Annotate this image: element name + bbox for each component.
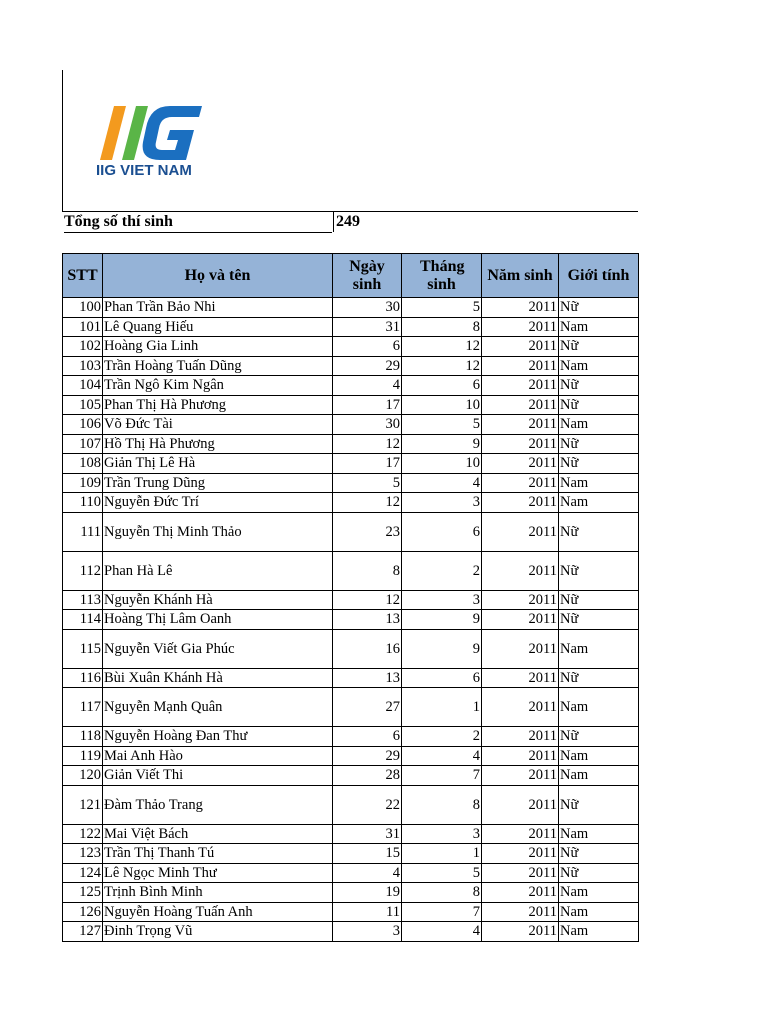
cell-year: 2011 [482, 785, 559, 824]
table-row [63, 493, 639, 513]
cell-stt: 107 [63, 434, 103, 454]
cell-month: 2 [402, 551, 482, 590]
cell-gender: Nữ [559, 610, 639, 630]
cell-month: 4 [402, 473, 482, 493]
cell-stt: 106 [63, 415, 103, 435]
cell-day: 29 [333, 356, 402, 376]
cell-day: 4 [333, 863, 402, 883]
cell-stt: 105 [63, 395, 103, 415]
cell-day: 22 [333, 785, 402, 824]
cell-gender: Nữ [559, 376, 639, 396]
cell-month: 5 [402, 863, 482, 883]
cell-year: 2011 [482, 824, 559, 844]
table-row [63, 688, 639, 727]
cell-year: 2011 [482, 434, 559, 454]
cell-day: 27 [333, 688, 402, 727]
cell-day: 31 [333, 317, 402, 337]
cell-year: 2011 [482, 473, 559, 493]
cell-year: 2011 [482, 454, 559, 474]
cell-stt: 104 [63, 376, 103, 396]
cell-month: 6 [402, 668, 482, 688]
cell-name: Nguyễn Hoàng Tuấn Anh [103, 902, 333, 922]
cell-name: Hồ Thị Hà Phương [103, 434, 333, 454]
cell-year: 2011 [482, 610, 559, 630]
cell-month: 2 [402, 727, 482, 747]
cell-day: 19 [333, 883, 402, 903]
table-row [63, 902, 639, 922]
cell-day: 17 [333, 454, 402, 474]
cell-year: 2011 [482, 590, 559, 610]
cell-gender: Nam [559, 824, 639, 844]
cell-stt: 123 [63, 844, 103, 864]
cell-name: Nguyễn Hoàng Đan Thư [103, 727, 333, 747]
table-row [63, 473, 639, 493]
cell-gender: Nữ [559, 727, 639, 747]
cell-gender: Nữ [559, 395, 639, 415]
header-name: Họ và tên [103, 254, 333, 298]
header-day: Ngày sinh [333, 254, 402, 298]
cell-day: 17 [333, 395, 402, 415]
table-row [63, 434, 639, 454]
cell-year: 2011 [482, 298, 559, 318]
cell-gender: Nam [559, 902, 639, 922]
cell-day: 23 [333, 512, 402, 551]
cell-name: Mai Anh Hào [103, 746, 333, 766]
table-row [63, 844, 639, 864]
cell-gender: Nam [559, 883, 639, 903]
cell-gender: Nữ [559, 551, 639, 590]
table-row [63, 785, 639, 824]
cell-name: Đinh Trọng Vũ [103, 922, 333, 942]
cell-stt: 126 [63, 902, 103, 922]
cell-year: 2011 [482, 902, 559, 922]
header-stt: STT [63, 254, 103, 298]
cell-stt: 110 [63, 493, 103, 513]
cell-month: 9 [402, 434, 482, 454]
cell-day: 3 [333, 922, 402, 942]
cell-month: 3 [402, 824, 482, 844]
cell-year: 2011 [482, 688, 559, 727]
cell-gender: Nam [559, 493, 639, 513]
cell-year: 2011 [482, 629, 559, 668]
cell-stt: 111 [63, 512, 103, 551]
table-row [63, 395, 639, 415]
cell-day: 4 [333, 376, 402, 396]
cell-stt: 122 [63, 824, 103, 844]
cell-gender: Nam [559, 415, 639, 435]
cell-gender: Nam [559, 746, 639, 766]
cell-year: 2011 [482, 883, 559, 903]
cell-name: Hoàng Thị Lâm Oanh [103, 610, 333, 630]
table-row [63, 512, 639, 551]
total-candidates-value: 249 [333, 212, 638, 232]
cell-stt: 108 [63, 454, 103, 474]
header-gender: Giới tính [559, 254, 639, 298]
candidate-table [62, 253, 639, 942]
table-row [63, 590, 639, 610]
cell-gender: Nữ [559, 512, 639, 551]
cell-stt: 121 [63, 785, 103, 824]
cell-gender: Nữ [559, 863, 639, 883]
cell-stt: 101 [63, 317, 103, 337]
cell-year: 2011 [482, 668, 559, 688]
cell-day: 6 [333, 727, 402, 747]
cell-month: 8 [402, 317, 482, 337]
table-header-row [63, 254, 639, 298]
cell-name: Nguyễn Mạnh Quân [103, 688, 333, 727]
cell-month: 8 [402, 785, 482, 824]
cell-year: 2011 [482, 493, 559, 513]
cell-month: 1 [402, 688, 482, 727]
cell-gender: Nam [559, 356, 639, 376]
table-row [63, 824, 639, 844]
cell-month: 10 [402, 454, 482, 474]
cell-stt: 102 [63, 337, 103, 357]
cell-gender: Nữ [559, 434, 639, 454]
cell-day: 30 [333, 415, 402, 435]
cell-year: 2011 [482, 746, 559, 766]
logo-wordmark: IIG VIET NAM [96, 162, 192, 179]
cell-day: 8 [333, 551, 402, 590]
cell-day: 12 [333, 493, 402, 513]
cell-name: Trần Trung Dũng [103, 473, 333, 493]
table-row [63, 863, 639, 883]
cell-gender: Nữ [559, 337, 639, 357]
cell-day: 31 [333, 824, 402, 844]
cell-gender: Nam [559, 922, 639, 942]
cell-month: 6 [402, 512, 482, 551]
cell-month: 9 [402, 610, 482, 630]
cell-month: 7 [402, 902, 482, 922]
cell-name: Mai Việt Bách [103, 824, 333, 844]
header-month: Tháng sinh [402, 254, 482, 298]
cell-month: 4 [402, 746, 482, 766]
table-row [63, 337, 639, 357]
cell-gender: Nữ [559, 298, 639, 318]
cell-month: 9 [402, 629, 482, 668]
cell-year: 2011 [482, 766, 559, 786]
table-row [63, 551, 639, 590]
cell-year: 2011 [482, 395, 559, 415]
cell-day: 15 [333, 844, 402, 864]
cell-gender: Nữ [559, 668, 639, 688]
cell-name: Phan Trần Bảo Nhi [103, 298, 333, 318]
cell-name: Nguyễn Viết Gia Phúc [103, 629, 333, 668]
cell-stt: 116 [63, 668, 103, 688]
page-left-rule [62, 70, 63, 211]
cell-gender: Nữ [559, 844, 639, 864]
cell-name: Lê Quang Hiếu [103, 317, 333, 337]
table-row [63, 668, 639, 688]
cell-gender: Nữ [559, 590, 639, 610]
cell-month: 5 [402, 298, 482, 318]
cell-stt: 125 [63, 883, 103, 903]
cell-name: Nguyễn Thị Minh Thảo [103, 512, 333, 551]
cell-name: Hoàng Gia Linh [103, 337, 333, 357]
cell-gender: Nữ [559, 454, 639, 474]
cell-gender: Nam [559, 688, 639, 727]
cell-stt: 118 [63, 727, 103, 747]
cell-day: 16 [333, 629, 402, 668]
cell-year: 2011 [482, 356, 559, 376]
cell-month: 5 [402, 415, 482, 435]
total-candidates-label: Tổng số thí sinh [64, 212, 332, 233]
cell-day: 13 [333, 610, 402, 630]
cell-name: Trần Thị Thanh Tú [103, 844, 333, 864]
cell-stt: 127 [63, 922, 103, 942]
table-row [63, 317, 639, 337]
table-row [63, 610, 639, 630]
cell-name: Nguyễn Đức Trí [103, 493, 333, 513]
cell-day: 5 [333, 473, 402, 493]
cell-month: 4 [402, 922, 482, 942]
cell-month: 3 [402, 493, 482, 513]
cell-month: 12 [402, 356, 482, 376]
cell-stt: 114 [63, 610, 103, 630]
cell-stt: 120 [63, 766, 103, 786]
cell-day: 28 [333, 766, 402, 786]
table-row [63, 922, 639, 942]
cell-month: 1 [402, 844, 482, 864]
cell-gender: Nam [559, 317, 639, 337]
cell-year: 2011 [482, 863, 559, 883]
cell-year: 2011 [482, 551, 559, 590]
table-row [63, 629, 639, 668]
cell-stt: 100 [63, 298, 103, 318]
cell-name: Lê Ngọc Minh Thư [103, 863, 333, 883]
table-row [63, 883, 639, 903]
cell-stt: 109 [63, 473, 103, 493]
cell-day: 12 [333, 590, 402, 610]
cell-year: 2011 [482, 376, 559, 396]
cell-stt: 119 [63, 746, 103, 766]
cell-month: 8 [402, 883, 482, 903]
cell-day: 6 [333, 337, 402, 357]
table-row [63, 727, 639, 747]
table-row [63, 298, 639, 318]
cell-day: 29 [333, 746, 402, 766]
cell-stt: 103 [63, 356, 103, 376]
cell-name: Nguyễn Khánh Hà [103, 590, 333, 610]
table-row [63, 376, 639, 396]
table-row [63, 746, 639, 766]
cell-year: 2011 [482, 727, 559, 747]
cell-gender: Nam [559, 629, 639, 668]
cell-year: 2011 [482, 337, 559, 357]
cell-month: 3 [402, 590, 482, 610]
cell-day: 30 [333, 298, 402, 318]
cell-name: Trịnh Bình Minh [103, 883, 333, 903]
cell-stt: 124 [63, 863, 103, 883]
cell-month: 7 [402, 766, 482, 786]
cell-gender: Nam [559, 473, 639, 493]
cell-stt: 112 [63, 551, 103, 590]
table-row [63, 766, 639, 786]
table-body [63, 298, 639, 942]
cell-month: 6 [402, 376, 482, 396]
cell-year: 2011 [482, 512, 559, 551]
cell-gender: Nữ [559, 785, 639, 824]
cell-name: Giản Thị Lê Hà [103, 454, 333, 474]
cell-year: 2011 [482, 844, 559, 864]
cell-name: Trần Ngô Kim Ngân [103, 376, 333, 396]
cell-gender: Nam [559, 766, 639, 786]
table-row [63, 454, 639, 474]
cell-name: Giản Viết Thi [103, 766, 333, 786]
cell-day: 12 [333, 434, 402, 454]
header-year: Năm sinh [482, 254, 559, 298]
cell-name: Trần Hoàng Tuấn Dũng [103, 356, 333, 376]
cell-stt: 115 [63, 629, 103, 668]
cell-month: 12 [402, 337, 482, 357]
cell-name: Phan Thị Hà Phương [103, 395, 333, 415]
cell-stt: 117 [63, 688, 103, 727]
table-row [63, 356, 639, 376]
cell-stt: 113 [63, 590, 103, 610]
cell-name: Đàm Thảo Trang [103, 785, 333, 824]
cell-month: 10 [402, 395, 482, 415]
cell-name: Bùi Xuân Khánh Hà [103, 668, 333, 688]
table-row [63, 415, 639, 435]
cell-year: 2011 [482, 415, 559, 435]
cell-day: 13 [333, 668, 402, 688]
cell-year: 2011 [482, 922, 559, 942]
cell-year: 2011 [482, 317, 559, 337]
cell-day: 11 [333, 902, 402, 922]
cell-name: Võ Đức Tài [103, 415, 333, 435]
cell-name: Phan Hà Lê [103, 551, 333, 590]
